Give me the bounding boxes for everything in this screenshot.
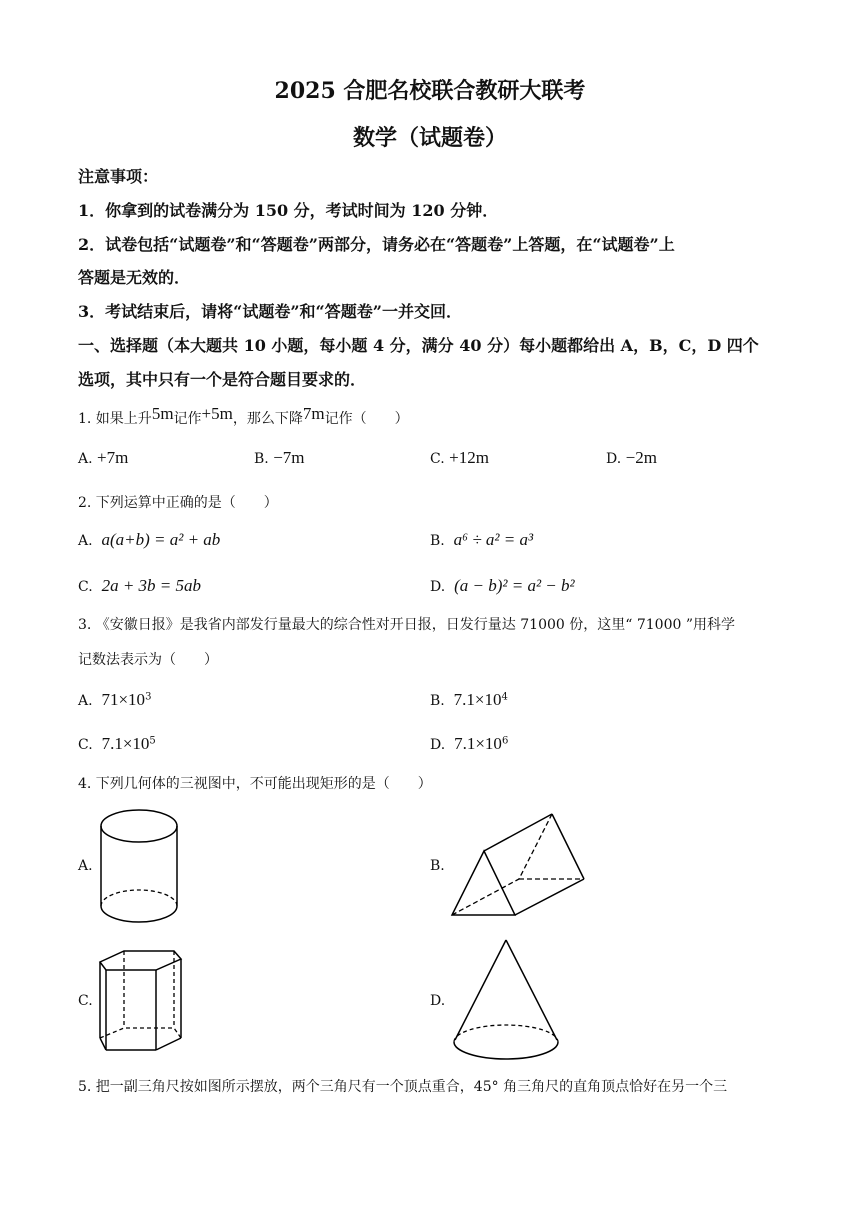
q1-option-a-value: +7m (97, 448, 129, 467)
q2-option-b[interactable] (430, 530, 533, 550)
section-1-heading-line-2: 选项，其中只有一个是符合题目要求的． (78, 370, 367, 389)
q2-option-c[interactable] (78, 576, 201, 596)
notes-item-2-line-2: 答题是无效的． (78, 268, 191, 287)
q3-option-d[interactable] (430, 734, 508, 754)
exam-subtitle: 数学（试题卷） (352, 125, 507, 151)
q2-option-c-expr: 2a + 3b = 5ab (101, 576, 202, 595)
q1-math-1: 5m (151, 404, 174, 423)
question-5-stem-line-1: 5. 把一副三角尺按如图所示摆放，两个三角尺有一个顶点重合，45° 角三角尺的直角顶点恰好在另一个三 (78, 1079, 728, 1095)
notes-item-3: 3．考试结束后，请将“试题卷”和“答题卷”一并交回． (78, 302, 462, 321)
notes-item-2-line-1: 2．试卷包括“试题卷”和“答题卷”两部分，请务必在“答题卷”上答题，在“试题卷”上 (78, 235, 675, 254)
q4-option-b-label[interactable]: B. (430, 858, 445, 874)
section-1-heading-line-1: 一、选择题（本大题共 10 小题，每小题 4 分，满分 40 分）每小题都给出 A，B，C，D 四个 (78, 336, 759, 355)
q1-option-d[interactable] (606, 448, 657, 468)
q1-text-part-4: 记作（ ） (324, 411, 409, 427)
q1-text-part-3: ，那么下降 (232, 411, 303, 427)
q3-option-b-base: 7.1×10 (453, 690, 502, 709)
q1-math-3: 7m (302, 404, 325, 423)
question-2-stem: 2. 下列运算中正确的是（ ） (78, 495, 278, 511)
q2-option-d-expr: (a − b)² = a² − b² (454, 576, 575, 595)
q1-option-c-value: +12m (449, 448, 489, 467)
q1-option-d-value: −2m (625, 448, 657, 467)
q2-option-a-expr: a(a+b) = a² + ab (101, 530, 221, 549)
q1-text-part-2: 记作 (173, 411, 202, 427)
q1-option-d-label: D. (606, 451, 622, 467)
question-1-stem (78, 404, 409, 428)
q3-option-b-label: B. (430, 693, 445, 709)
q3-option-d-exponent: 6 (501, 735, 509, 747)
q2-option-a-label: A. (78, 533, 93, 549)
question-3-stem-line-2: 记数法表示为（ ） (78, 652, 218, 668)
q4-option-a-label[interactable]: A. (78, 858, 93, 874)
q1-text-part-1: 1. 如果上升 (78, 411, 152, 427)
cylinder-icon (96, 806, 186, 928)
q2-option-c-label: C. (78, 579, 93, 595)
exam-title: 2025 合肥名校联合教研大联考 (274, 78, 586, 104)
q4-option-d-label[interactable]: D. (430, 993, 446, 1009)
q3-option-b[interactable] (430, 690, 508, 710)
q3-option-d-base: 7.1×10 (454, 734, 502, 753)
notes-item-1: 1．你拿到的试卷满分为 150 分，考试时间为 120 分钟． (78, 201, 499, 220)
q3-option-a-label: A. (78, 693, 93, 709)
q3-option-c-base: 7.1×10 (101, 734, 150, 753)
q1-option-a-label: A. (78, 451, 93, 467)
triangular-prism-icon (448, 808, 588, 920)
q3-option-c-label: C. (78, 737, 93, 753)
q2-option-d-label: D. (430, 579, 446, 595)
q4-option-c-label[interactable]: C. (78, 993, 93, 1009)
hexagonal-prism-icon (96, 948, 188, 1056)
notes-heading: 注意事项： (78, 167, 159, 186)
q1-math-2: +5m (201, 404, 233, 423)
q3-option-a[interactable] (78, 690, 151, 710)
question-4-stem: 4. 下列几何体的三视图中，不可能出现矩形的是（ ） (78, 776, 432, 792)
q2-option-b-label: B. (430, 533, 445, 549)
question-3-stem-line-1: 3. 《安徽日报》是我省内部发行量最大的综合性对开日报，日发行量达 71000 份，这里“ 71000 ”用科学 (78, 617, 735, 633)
q3-option-a-exponent: 3 (145, 691, 152, 703)
q1-option-c-label: C. (430, 451, 445, 467)
q3-option-a-base: 71×10 (101, 690, 146, 709)
cone-icon (450, 938, 562, 1062)
q1-option-b[interactable] (254, 448, 305, 468)
q3-option-c[interactable] (78, 734, 156, 754)
q3-option-d-label: D. (430, 737, 446, 753)
q1-option-c[interactable] (430, 448, 489, 468)
q2-option-b-expr: a⁶ ÷ a² = a³ (453, 530, 534, 549)
q3-option-c-exponent: 5 (149, 735, 156, 747)
q2-option-a[interactable] (78, 530, 220, 550)
q1-option-b-label: B. (254, 451, 269, 467)
q2-option-d[interactable] (430, 576, 575, 596)
q1-option-b-value: −7m (273, 448, 305, 467)
q1-option-a[interactable] (78, 448, 128, 468)
q3-option-b-exponent: 4 (501, 691, 508, 703)
